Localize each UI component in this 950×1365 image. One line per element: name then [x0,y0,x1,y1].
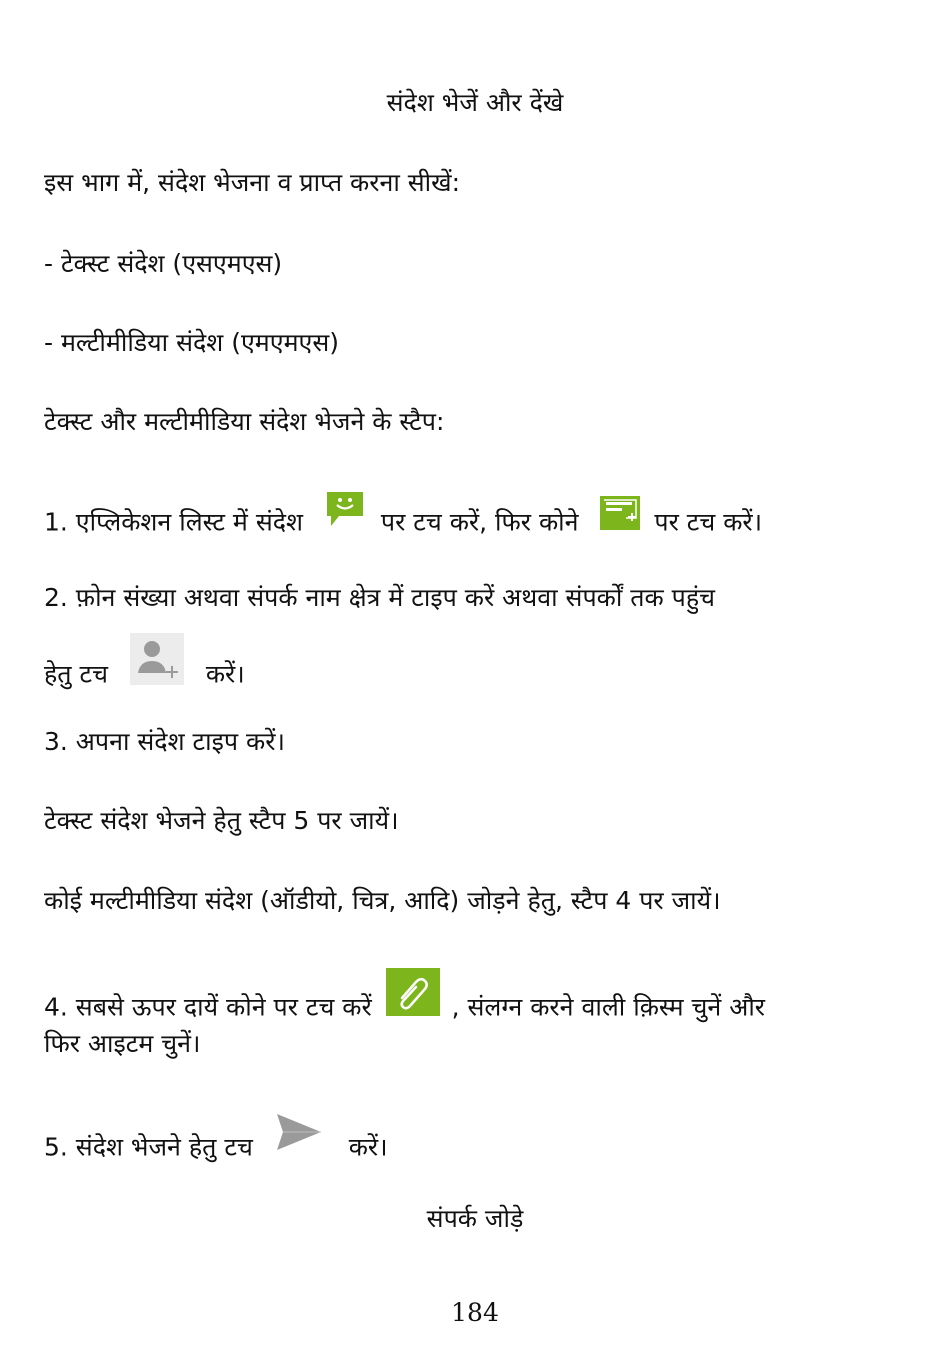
step-2-line-1: 2. फ़ोन संख्या अथवा संपर्क नाम क्षेत्र में टाइप करें अथवा संपर्कों तक पहुंच [44,583,716,612]
step-5 [44,1122,910,1175]
intro-text: इस भाग में, संदेश भेजना व प्राप्त करना सीखें: [44,168,460,197]
step-5-text-b: करें। [348,1132,388,1162]
compose-new-message-icon [600,496,640,539]
step-4-text-b: , संलग्न करने वाली क़िस्म चुनें और [451,992,766,1022]
add-contact-icon [130,633,184,694]
step-1-text-c: पर टच करें। [654,507,763,537]
step-3: 3. अपना संदेश टाइप करें। [44,727,285,756]
messaging-app-icon [325,490,365,537]
send-arrow-icon [275,1112,323,1165]
step-1-text-a: 1. एप्लिकेशन लिस्ट में संदेश [44,507,303,537]
note-text-message: टेक्स्ट संदेश भेजने हेतु स्टैप 5 पर जायें। [44,806,399,835]
steps-heading: टेक्स्ट और मल्टीमीडिया संदेश भेजने के स्टैप: [44,407,445,436]
step-4-line-2: फिर आइटम चुनें। [44,1029,201,1058]
step-2-text-b: करें। [205,659,245,689]
step-4-text-a: 4. सबसे ऊपर दायें कोने पर टच करें [44,992,372,1022]
paperclip-attach-icon [386,968,440,1025]
bullet-mms: - मल्टीमीडिया संदेश (एमएमएस) [44,328,339,357]
step-1-text-b: पर टच करें, फिर कोने [380,507,579,537]
note-multimedia: कोई मल्टीमीडिया संदेश (ऑडीयो, चित्र, आदि) जोड़ने हेतु, स्टैप 4 पर जायें। [44,886,721,915]
step-2-line-2 [44,645,910,706]
section-heading-add-contact: संपर्क जोड़े [426,1204,524,1233]
step-2-text-a: हेतु टच [44,659,108,689]
page-heading: संदेश भेजें और देंखे [386,88,564,117]
step-1 [44,500,910,547]
step-5-text-a: 5. संदेश भेजने हेतु टच [44,1132,253,1162]
page-number: 184 [451,1298,499,1327]
bullet-sms: - टेक्स्ट संदेश (एसएमएस) [44,249,283,278]
